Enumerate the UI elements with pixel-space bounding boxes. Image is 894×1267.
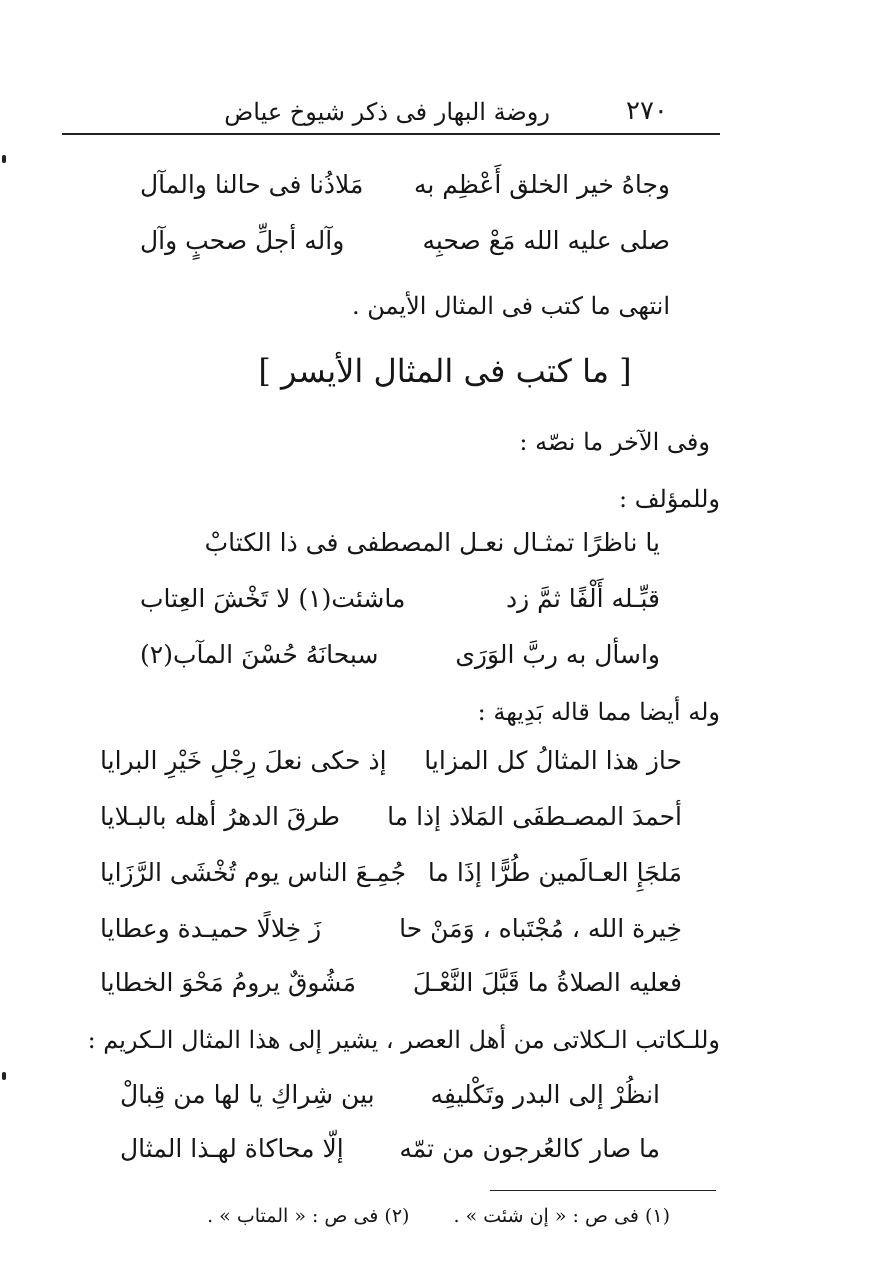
- verse-line: [100, 802, 682, 842]
- verse-right-hemistich: واسأل به ربَّ الوَرَى: [455, 640, 660, 669]
- footnote-rule: [490, 1190, 716, 1191]
- verse-right-hemistich: مَلجَإِ العـالَمين طُرًّا إذَا ما: [427, 858, 682, 887]
- verse-left-hemistich: طرقَ الدهرُ أهله بالبـلايا: [100, 802, 340, 831]
- footnote-2: (٢) فى ص : « المتاب » .: [207, 1205, 410, 1227]
- verse-full-line: يا ناظرًا تمثـال نعـل المصطفى فى ذا الكتابْ: [204, 528, 660, 557]
- running-title: روضة البهار فى ذكر شيوخ عياض: [224, 98, 550, 126]
- verse-line: [100, 968, 682, 1008]
- verse-right-hemistich: قبِّـله أَلْفًا ثمَّ زد: [506, 584, 660, 613]
- verse-left-hemistich: مَشُوقٌ يرومُ مَحْوَ الخطايا: [100, 968, 356, 997]
- verse-right-hemistich: خِيرة الله ، مُجْتَباه ، وَمَنْ حا: [399, 914, 682, 943]
- verse-left-hemistich: إلّا محاكاة لهـذا المثال: [120, 1134, 344, 1163]
- verse-line: [100, 858, 682, 898]
- verse-right-hemistich: حاز هذا المثالُ كل المزايا: [424, 746, 682, 775]
- footnotes: [190, 1205, 670, 1227]
- verse-left-hemistich: جُمِـعَ الناس يوم تُخْشَى الرَّزَايا: [100, 858, 407, 887]
- verse-right-hemistich: فعليه الصلاةُ ما قَبَّلَ النَّعْـلَ: [412, 968, 682, 997]
- verse-line: [100, 914, 682, 954]
- footnote-1: (١) فى ص : « إن شئت » .: [453, 1205, 670, 1227]
- verse-line: [140, 640, 660, 680]
- verse-line: [100, 746, 682, 786]
- verse-left-hemistich: مَلاذُنا فى حالنا والمآل: [140, 170, 364, 199]
- verse-line: [140, 170, 670, 210]
- verse-left-hemistich: ماشئت(١) لا تَخْشَ العِتاب: [140, 584, 406, 613]
- kalati-label: وللـكاتب الـكلاتى من أهل العصر ، يشير إلى هذا المثال الـكريم :: [87, 1026, 720, 1054]
- verse-left-hemistich: سبحانَهُ حُسْنَ المآب(٢): [140, 640, 379, 669]
- verse-left-hemistich: وآله أجلِّ صحبٍ وآل: [140, 226, 345, 255]
- verse-left-hemistich: زَ خِلالًا حميـدة وعطايا: [100, 914, 322, 943]
- improv-label: وله أيضا مما قاله بَدِيهة :: [477, 698, 720, 726]
- author-label: وللمؤلف :: [619, 485, 720, 513]
- page-number: ٢٧٠: [626, 96, 668, 126]
- margin-mark: [2, 155, 6, 163]
- intro-line: وفى الآخر ما نصّه :: [519, 428, 710, 456]
- verse-line: [120, 1080, 660, 1120]
- verse-right-hemistich: وجاهُ خير الخلق أَعْظِم به: [413, 170, 670, 199]
- header-rule: [62, 133, 720, 135]
- section-heading: [ ما كتب فى المثال الأيسر ]: [258, 352, 632, 390]
- verse-line: [140, 584, 660, 624]
- verse-left-hemistich: بين شِراكِ يا لها من قِبالْ: [120, 1080, 375, 1109]
- verse-line: [140, 528, 660, 568]
- verse-left-hemistich: إذ حكى نعلَ رِجْلِ خَيْرِ البرايا: [100, 746, 387, 775]
- verse-right-hemistich: انظُرْ إلى البدر وتَكْليفِه: [430, 1080, 660, 1109]
- verse-right-hemistich: أحمدَ المصـطفَى المَلاذ إذا ما: [387, 802, 682, 831]
- verse-right-hemistich: صلى عليه الله مَعْ صحبِه: [422, 226, 670, 255]
- verse-line: [140, 226, 670, 266]
- end-note: انتهى ما كتب فى المثال الأيمن .: [352, 292, 670, 320]
- verse-line: [120, 1134, 660, 1174]
- verse-right-hemistich: ما صار كالعُرجون من تمّه: [399, 1134, 660, 1163]
- margin-mark: [2, 1072, 6, 1080]
